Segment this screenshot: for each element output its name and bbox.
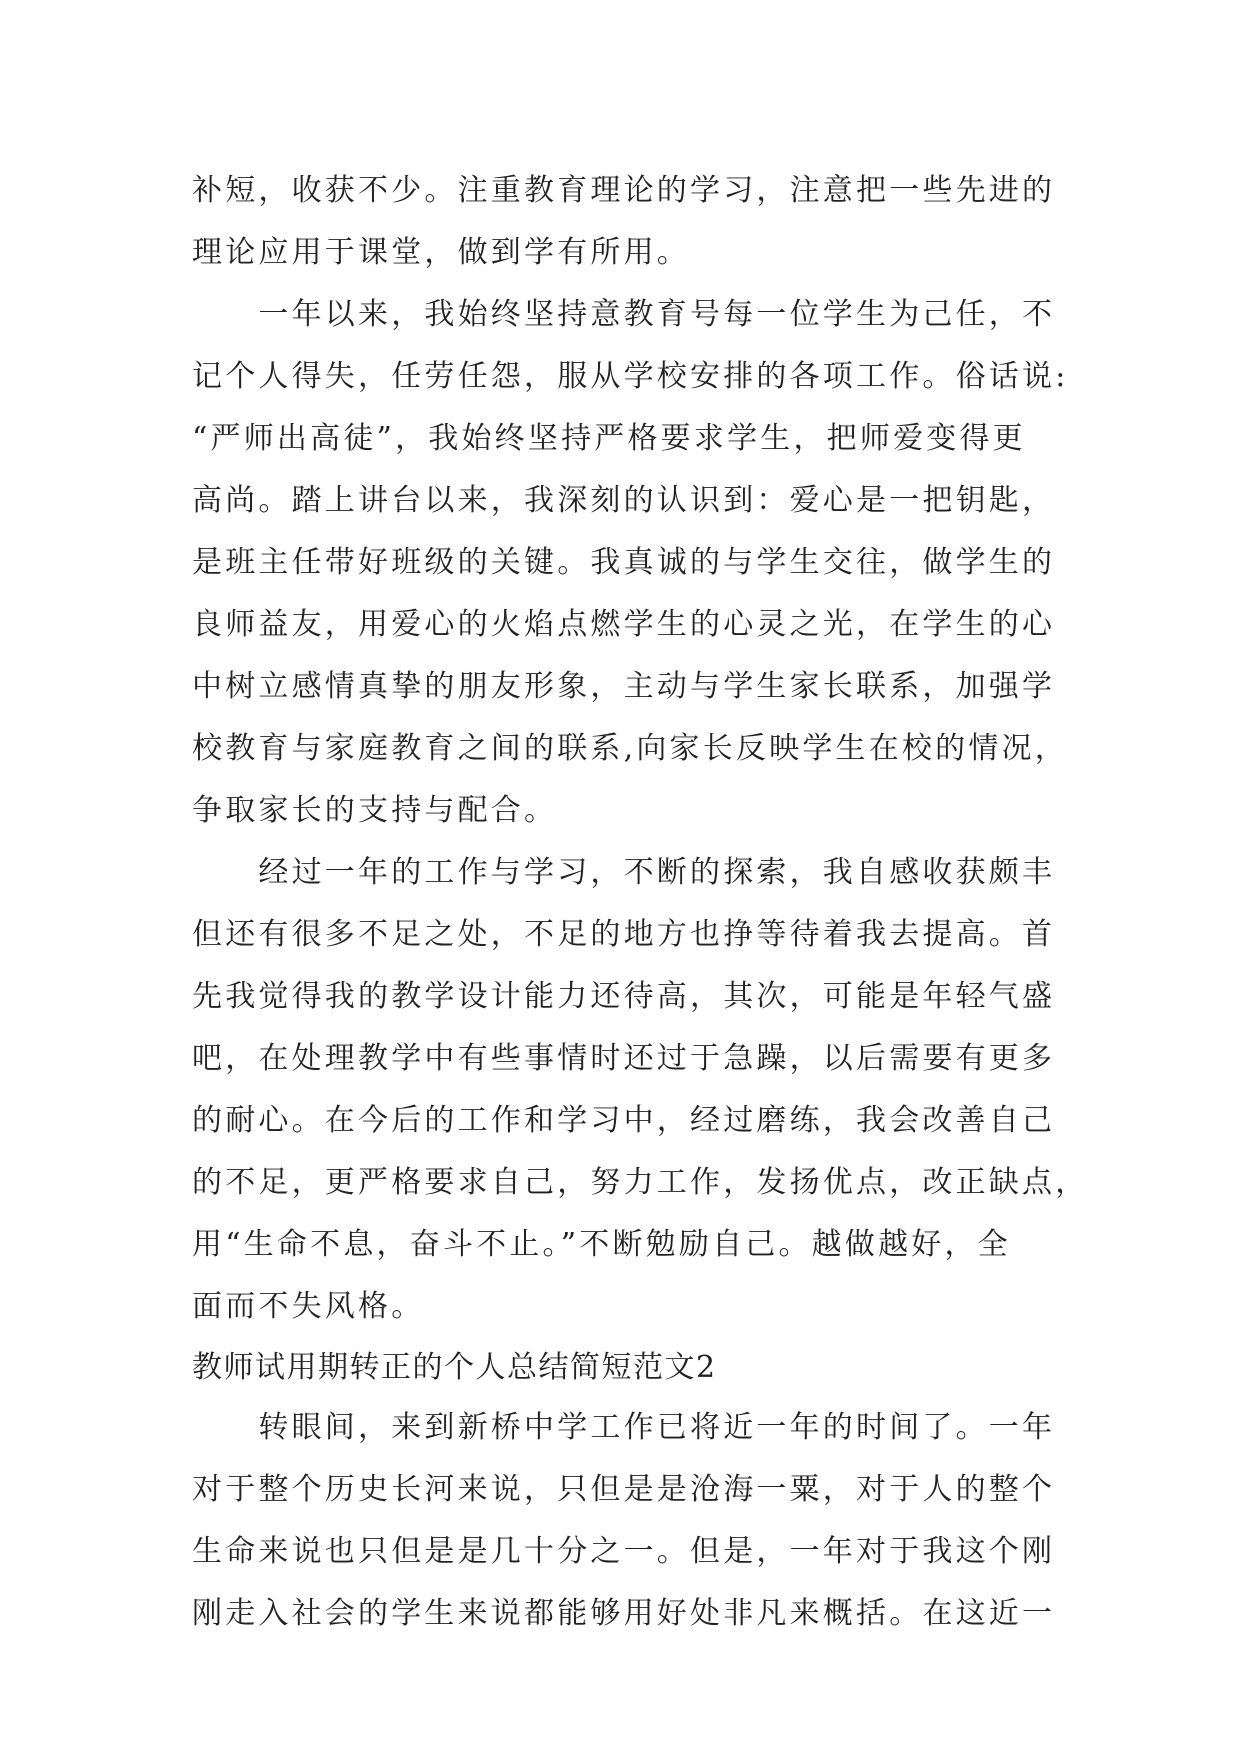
- body-text: [192, 160, 1089, 1645]
- text-line: 转眼间，来到新桥中学工作已将近一年的时间了。一年: [192, 1410, 1056, 1445]
- text-line: 对于整个历史长河来说，只但是是沧海一粟，对于人的整个: [192, 1472, 1056, 1507]
- text-line: 吧，在处理教学中有些事情时还过于急躁，以后需要有更多: [192, 1041, 1056, 1076]
- text-line: 记个人得失，任劳任怨，服从学校安排的各项工作。俗话说:: [192, 359, 1069, 394]
- text-line: 良师益友，用爱心的火焰点燃学生的心灵之光，在学生的心: [192, 607, 1056, 642]
- text-line: “严师出高徒”，我始终坚持严格要求学生，把师爱变得更: [192, 421, 1026, 456]
- text-line: 补短，收获不少。注重教育理论的学习，注意把一些先进的: [192, 173, 1056, 208]
- text-line: 先我觉得我的教学设计能力还待高，其次，可能是年轻气盛: [192, 979, 1056, 1014]
- text-line: 的耐心。在今后的工作和学习中，经过磨练，我会改善自己: [192, 1103, 1056, 1138]
- text-line: 用“生命不息，奋斗不止。”不断勉励自己。越做越好，全: [192, 1227, 1011, 1262]
- text-line: 的不足，更严格要求自己，努力工作，发扬优点，改正缺点，: [192, 1165, 1089, 1200]
- text-line: 是班主任带好班级的关键。我真诚的与学生交往，做学生的: [192, 545, 1056, 580]
- text-line: 生命来说也只但是是几十分之一。但是，一年对于我这个刚: [192, 1534, 1056, 1569]
- text-line: 刚走入社会的学生来说都能够用好处非凡来概括。在这近一: [192, 1596, 1056, 1631]
- text-line: 一年以来，我始终坚持意教育号每一位学生为己任，不: [192, 297, 1056, 332]
- text-line: 面而不失风格。: [192, 1289, 425, 1324]
- text-line: 理论应用于课堂，做到学有所用。: [192, 235, 690, 270]
- text-line: 经过一年的工作与学习，不断的探索，我自感收获颇丰: [192, 855, 1056, 890]
- text-line: 校教育与家庭教育之间的联系,向家长反映学生在校的情况，: [192, 731, 1068, 766]
- text-line: 争取家长的支持与配合。: [192, 793, 558, 828]
- text-line: 中树立感情真挚的朋友形象，主动与学生家长联系，加强学: [192, 669, 1056, 704]
- text-line: 高尚。踏上讲台以来，我深刻的认识到：爱心是一把钥匙，: [192, 483, 1056, 518]
- section-heading: 教师试用期转正的个人总结简短范文2: [192, 1350, 717, 1385]
- text-line: 但还有很多不足之处，不足的地方也挣等待着我去提高。首: [192, 917, 1056, 952]
